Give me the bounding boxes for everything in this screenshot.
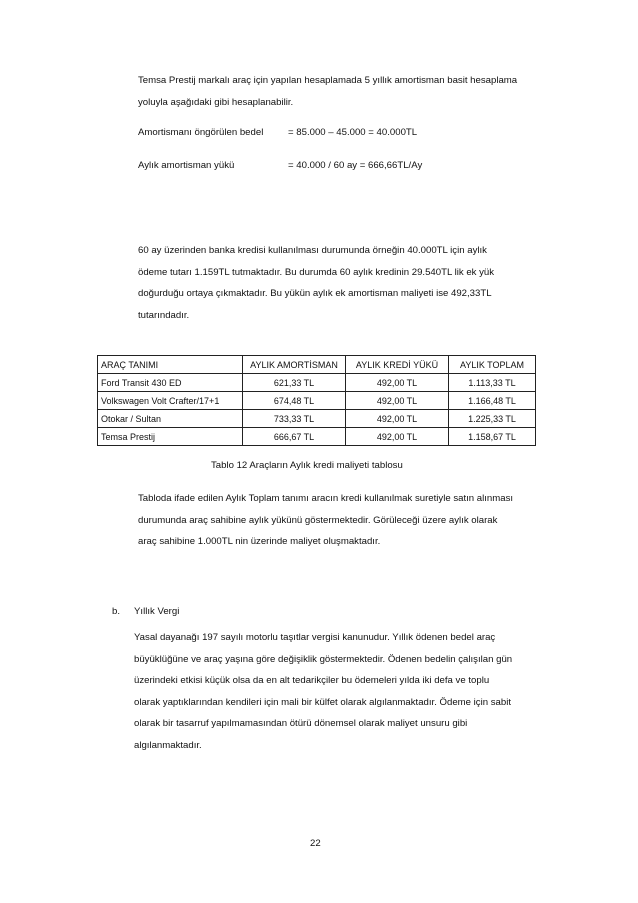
section-b-marker: b.: [112, 606, 121, 617]
table-row: [98, 392, 536, 410]
page-number: 22: [310, 838, 321, 849]
calc-value-2: = 40.000 / 60 ay = 666,66TL/Ay: [288, 160, 423, 171]
credit-line-1: 60 ay üzerinden banka kredisi kullanılması durumunda örneğin 40.000TL için aylık: [138, 245, 487, 256]
section-b-line-5: olarak bir tasarruf yapılmamasından ötürü dönemsel olarak maliyet unsuru gibi: [134, 718, 468, 729]
cell-depreciation: 621,33 TL: [243, 374, 346, 392]
table-row: [98, 410, 536, 428]
section-b-line-4: olarak yaptıklarından kendileri için mali bir külfet olarak algılanmaktadır. Ödeme için sabit: [134, 696, 511, 708]
intro-paragraph: [138, 70, 578, 113]
cell-vehicle: Otokar / Sultan: [98, 410, 243, 428]
section-b-title: Yıllık Vergi: [134, 606, 180, 617]
calc-label-1: Amortismanı öngörülen bedel: [138, 127, 264, 138]
table-caption: Tablo 12 Araçların Aylık kredi maliyeti tablosu: [211, 460, 403, 471]
cell-credit-load: 492,00 TL: [346, 428, 449, 446]
cell-credit-load: 492,00 TL: [346, 374, 449, 392]
cell-vehicle: Ford Transit 430 ED: [98, 374, 243, 392]
section-b-paragraph: [134, 627, 589, 756]
cell-depreciation: 674,48 TL: [243, 392, 346, 410]
cell-credit-load: 492,00 TL: [346, 392, 449, 410]
header-vehicle: ARAÇ TANIMI: [98, 356, 243, 374]
section-b-line-3: üzerindeki etkisi küçük olsa da en alt tedarikçiler bu ödemeleri yılda iki defa ve toplu: [134, 675, 490, 686]
cell-total: 1.158,67 TL: [449, 428, 536, 446]
section-b-line-1: Yasal dayanağı 197 sayılı motorlu taşıtlar vergisi kanunudur. Yıllık ödenen bedel araç: [134, 632, 496, 643]
credit-line-2: ödeme tutarı 1.159TL tutmaktadır. Bu durumda 60 aylık kredinin 29.540TL lik ek yük: [138, 266, 495, 278]
cell-vehicle: Volkswagen Volt Crafter/17+1: [98, 392, 243, 410]
cell-credit-load: 492,00 TL: [346, 410, 449, 428]
monthly-credit-cost-table: [97, 355, 536, 446]
cell-total: 1.166,48 TL: [449, 392, 536, 410]
cell-total: 1.225,33 TL: [449, 410, 536, 428]
cell-depreciation: 733,33 TL: [243, 410, 346, 428]
calc-label-2: Aylık amortisman yükü: [138, 160, 235, 171]
header-depreciation: AYLIK AMORTİSMAN: [243, 356, 346, 374]
cell-total: 1.113,33 TL: [449, 374, 536, 392]
table-header-row: [98, 356, 536, 374]
calc-value-1: = 85.000 – 45.000 = 40.000TL: [288, 127, 418, 138]
credit-line-4: tutarındadır.: [138, 309, 190, 321]
credit-line-3: doğurduğu ortaya çıkmaktadır. Bu yükün aylık ek amortisman maliyeti ise 492,33TL: [138, 288, 492, 299]
section-b-line-6: algılanmaktadır.: [134, 739, 202, 751]
summary-line-1: Tabloda ifade edilen Aylık Toplam tanımı aracın kredi kullanılmak suretiyle satın alınması: [138, 493, 514, 504]
intro-line-1: Temsa Prestij markalı araç için yapılan hesaplamada 5 yıllık amortisman basit hesaplama: [138, 75, 518, 86]
credit-paragraph: [138, 240, 578, 326]
header-total: AYLIK TOPLAM: [449, 356, 536, 374]
section-b-line-2: büyüklüğüne ve araç yaşına göre değişiklik göstermektedir. Ödenen bedelin çalışılan gün: [134, 653, 513, 665]
cell-depreciation: 666,67 TL: [243, 428, 346, 446]
header-credit-load: AYLIK KREDİ YÜKÜ: [346, 356, 449, 374]
summary-line-2: durumunda araç sahibine aylık yükünü göstermektedir. Görüleceği üzere aylık olarak: [138, 514, 498, 526]
table-row: [98, 374, 536, 392]
cell-vehicle: Temsa Prestij: [98, 428, 243, 446]
table-row: [98, 428, 536, 446]
summary-paragraph: [138, 488, 593, 553]
summary-line-3: araç sahibine 1.000TL nin üzerinde maliyet oluşmaktadır.: [138, 536, 381, 547]
intro-line-2: yoluyla aşağıdaki gibi hesaplanabilir.: [138, 96, 294, 108]
